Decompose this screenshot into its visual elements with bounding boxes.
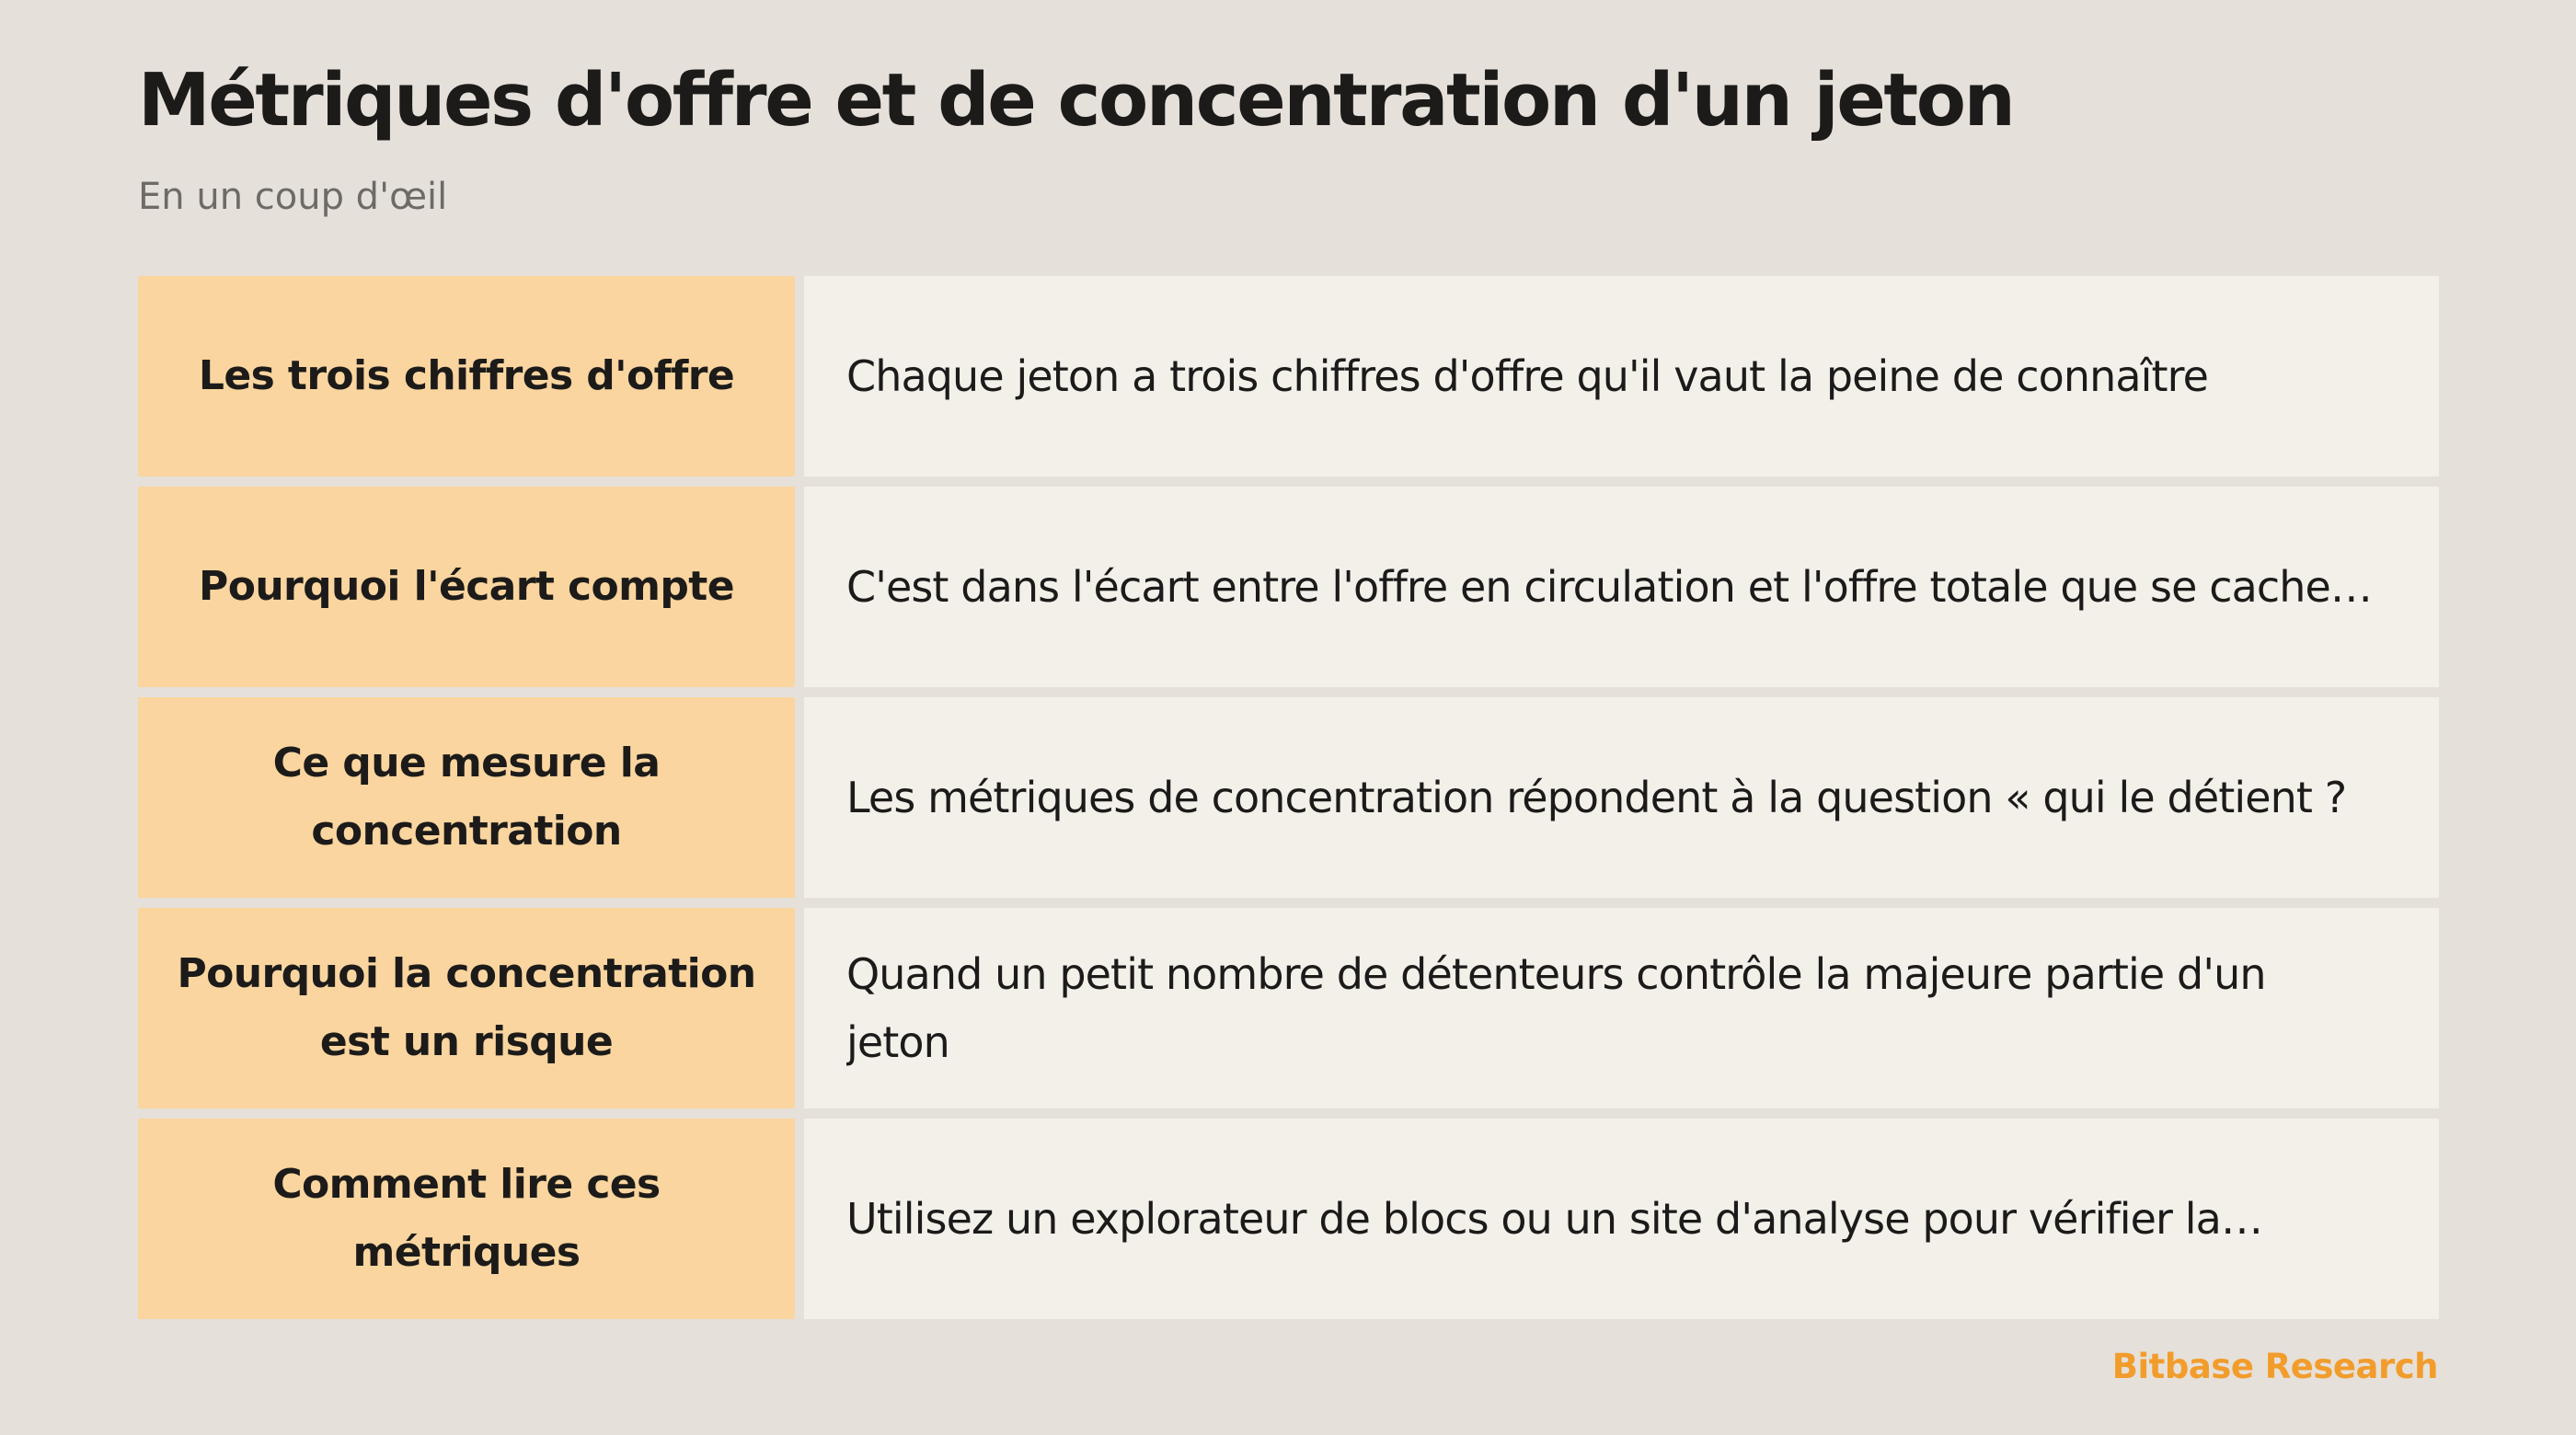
row-value: Les métriques de concentration répondent à la question « qui le détient ? [846,773,2347,822]
brand-footer: Bitbase Research [2111,1347,2438,1386]
row-label-cell [138,697,795,898]
row-label-cell [138,276,795,476]
page-subtitle: En un coup d'œil [138,176,448,218]
table-row [138,1119,2439,1319]
row-label-cell [138,1119,795,1319]
table-row [138,276,2439,476]
table-row [138,908,2439,1108]
row-value-cell [804,487,2439,687]
row-value: C'est dans l'écart entre l'offre en circulation et l'offre totale que se cache… [846,562,2373,612]
table-row [138,487,2439,687]
row-value: Quand un petit nombre de détenteurs contrôle la majeure partie d'un jeton [846,949,2266,1067]
row-label: Comment lire ces métriques [272,1161,661,1276]
info-table [138,276,2439,1319]
row-value: Utilisez un explorateur de blocs ou un site d'analyse pour vérifier la… [846,1194,2263,1244]
row-label: Ce que mesure la concentration [272,740,661,855]
row-value: Chaque jeton a trois chiffres d'offre qu'il vaut la peine de connaître [846,351,2209,401]
row-label: Pourquoi la concentration est un risque [177,950,756,1065]
row-label-cell [138,487,795,687]
row-value-cell [804,1119,2439,1319]
row-label-cell [138,908,795,1108]
row-label: Pourquoi l'écart compte [199,563,734,610]
row-value-cell [804,276,2439,476]
table-row [138,697,2439,898]
row-value-cell [804,908,2439,1108]
page-title: Métriques d'offre et de concentration d'un jeton [138,58,2014,143]
row-label: Les trois chiffres d'offre [198,352,735,399]
row-value-cell [804,697,2439,898]
